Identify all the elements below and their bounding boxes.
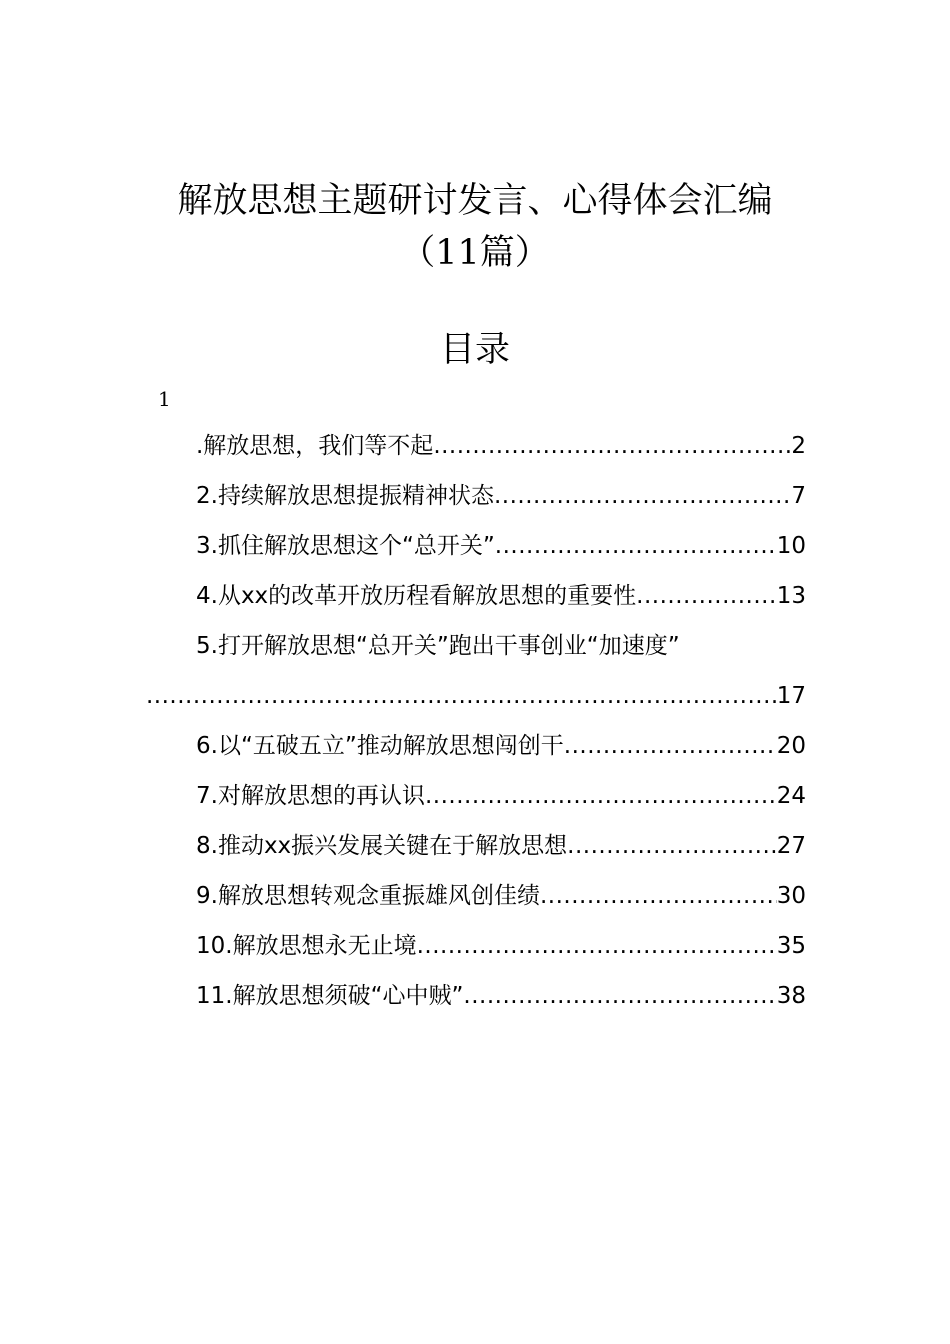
toc-leader-dots [146,676,777,716]
toc-entry-8[interactable] [196,826,806,866]
toc-entry-title: 7.对解放思想的再认识 [196,783,425,809]
toc-entry-3[interactable] [196,526,806,566]
toc-page-number: 20 [776,733,806,759]
toc-entry-9[interactable] [196,876,806,916]
toc-entry-7[interactable] [196,776,806,816]
toc-entry-title: .解放思想，我们等不起 [196,433,434,459]
toc-entry-title: 4.从xx的改革开放历程看解放思想的重要性 [196,583,637,609]
toc-leader-dots [433,426,791,466]
toc-leader-dots [494,476,791,516]
toc-entry-2[interactable] [196,476,806,516]
toc-leader-dots [495,526,777,566]
toc-page-number: 17 [776,683,806,709]
page-marker-number: 1 [158,387,171,411]
toc-entry-title: 2.持续解放思想提振精神状态 [196,483,494,509]
toc-entry-5-continued[interactable] [146,676,806,716]
toc-entry-5[interactable] [196,626,816,666]
toc-entry-title: 8.推动xx振兴发展关键在于解放思想 [196,833,568,859]
title-count: （11篇） [400,233,550,273]
toc-leader-dots [636,576,777,616]
toc-entry-title: 5.打开解放思想“总开关”跑出干事创业“加速度” [196,633,680,659]
toc-leader-dots [564,726,777,766]
toc-leader-dots [425,776,777,816]
toc-leader-dots [463,976,776,1016]
toc-entry-title: 3.抓住解放思想这个“总开关” [196,533,495,559]
toc-entry-title: 9.解放思想转观念重振雄风创佳绩 [196,883,540,909]
toc-entry-10[interactable] [196,926,806,966]
toc-leader-dots [540,876,777,916]
toc-page-number: 7 [791,483,806,509]
toc-page-number: 10 [776,533,806,559]
toc-leader-dots [417,926,777,966]
toc-entry-title: 11.解放思想须破“心中贼” [196,983,464,1009]
toc-page-number: 38 [776,983,806,1009]
toc-page-number: 30 [776,883,806,909]
toc-entry-title: 10.解放思想永无止境 [196,933,417,959]
toc-page-number: 2 [791,433,806,459]
toc-entry-11[interactable] [196,976,806,1016]
toc-leader-dots [567,826,777,866]
toc-page-number: 35 [776,933,806,959]
toc-entry-title: 6.以“五破五立”推动解放思想闯创干 [196,733,564,759]
toc-page-number: 24 [776,783,806,809]
toc-page-number: 13 [776,583,806,609]
title-main: 解放思想主题研讨发言、心得体会汇编 [177,181,773,221]
toc-heading: 目录 [439,330,510,370]
document-title [0,175,950,279]
toc-entry-6[interactable] [196,726,806,766]
toc-page-number: 27 [776,833,806,859]
toc-entry-1[interactable] [196,426,806,466]
toc-entry-4[interactable] [196,576,806,616]
